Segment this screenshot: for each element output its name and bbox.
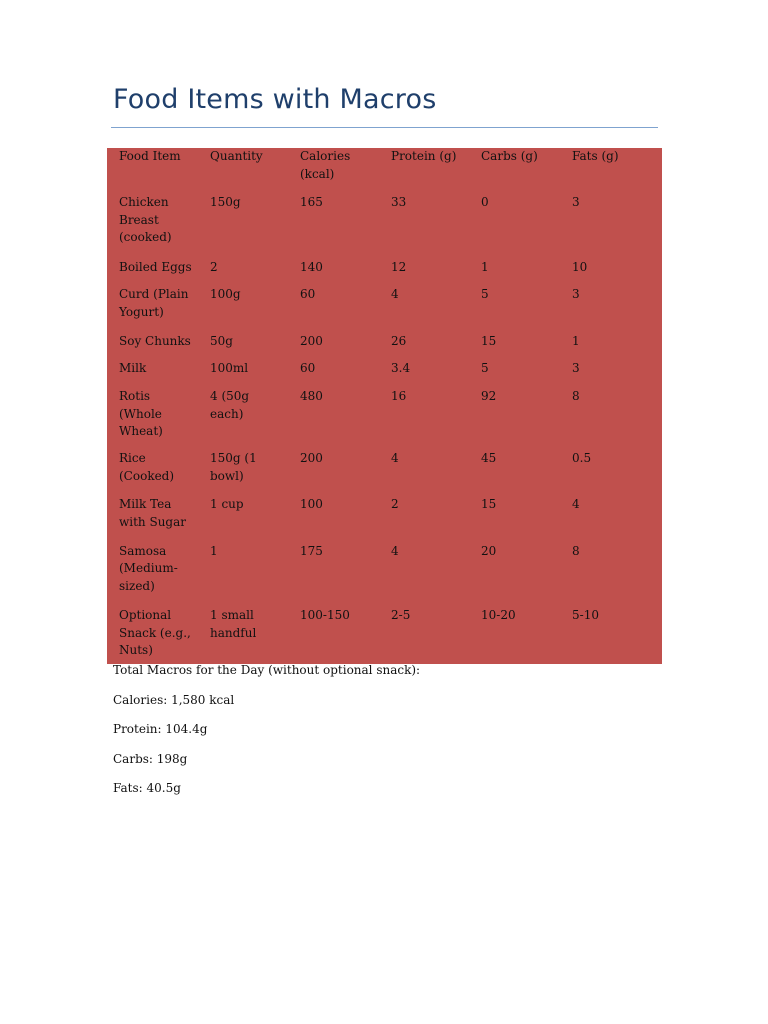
cell-carbs: 0	[481, 195, 489, 209]
cell-calories: 175	[300, 543, 323, 558]
cell-fats: 1	[572, 333, 580, 348]
cell-carbs: 10-20	[481, 608, 516, 623]
header-protein: Protein (g)	[391, 149, 457, 163]
table-row	[107, 488, 662, 534]
table-row	[107, 251, 662, 279]
title-underline	[111, 127, 658, 128]
cell-calories: 165	[300, 195, 323, 209]
cell-carbs: 1	[481, 259, 489, 274]
cell-protein: 16	[391, 389, 407, 404]
cell-quantity: 150g (1 bowl)	[210, 451, 257, 483]
cell-calories: 480	[300, 389, 323, 404]
cell-calories: 60	[300, 361, 316, 376]
cell-food-item: Boiled Eggs	[119, 259, 192, 274]
cell-food-item: Milk Tea with Sugar	[119, 497, 186, 529]
cell-protein: 4	[391, 287, 399, 302]
cell-fats: 8	[572, 389, 580, 404]
page-title: Food Items with Macros	[113, 84, 437, 115]
table-row	[107, 325, 662, 353]
cell-carbs: 20	[481, 543, 497, 558]
cell-calories: 100-150	[300, 608, 350, 623]
header-fats: Fats (g)	[572, 149, 619, 163]
table-row	[107, 380, 662, 442]
cell-carbs: 45	[481, 451, 497, 466]
summary-protein: Protein: 104.4g	[113, 722, 208, 736]
cell-quantity: 1 small handful	[210, 608, 257, 640]
table-row	[107, 442, 662, 488]
cell-food-item: Milk	[119, 361, 147, 376]
table-header-row	[107, 148, 662, 186]
cell-protein: 33	[391, 195, 407, 209]
cell-food-item: Samosa (Medium-sized)	[119, 543, 178, 593]
cell-quantity: 50g	[210, 333, 233, 348]
cell-food-item: Soy Chunks	[119, 333, 191, 348]
cell-fats: 4	[572, 497, 580, 512]
cell-fats: 3	[572, 195, 580, 209]
macro-summary	[113, 662, 420, 810]
cell-protein: 4	[391, 451, 399, 466]
cell-calories: 200	[300, 451, 323, 466]
cell-carbs: 5	[481, 287, 489, 302]
cell-carbs: 15	[481, 497, 497, 512]
table-row	[107, 535, 662, 600]
cell-quantity: 1 cup	[210, 497, 244, 512]
summary-calories: Calories: 1,580 kcal	[113, 692, 235, 707]
cell-quantity: 1	[210, 543, 218, 558]
cell-fats: 8	[572, 543, 580, 558]
cell-protein: 2-5	[391, 608, 411, 623]
cell-calories: 100	[300, 497, 323, 512]
cell-protein: 12	[391, 259, 407, 274]
cell-food-item: Chicken Breast (cooked)	[119, 195, 172, 244]
cell-carbs: 5	[481, 361, 489, 376]
summary-fats: Fats: 40.5g	[113, 781, 181, 795]
header-carbs: Carbs (g)	[481, 149, 538, 163]
header-food-item: Food Item	[119, 149, 181, 163]
summary-heading: Total Macros for the Day (without optional snack):	[113, 663, 421, 677]
table-row	[107, 352, 662, 380]
table-row	[107, 278, 662, 324]
cell-quantity: 100ml	[210, 361, 249, 376]
cell-food-item: Rice (Cooked)	[119, 451, 175, 483]
cell-fats: 0.5	[572, 451, 592, 466]
header-quantity: Quantity	[210, 149, 263, 163]
cell-protein: 4	[391, 543, 399, 558]
summary-carbs: Carbs: 198g	[113, 751, 188, 766]
cell-fats: 10	[572, 259, 588, 274]
cell-calories: 140	[300, 259, 323, 274]
cell-protein: 2	[391, 497, 399, 512]
macro-table	[107, 148, 662, 664]
header-calories: Calories (kcal)	[300, 149, 351, 181]
cell-food-item: Optional Snack (e.g., Nuts)	[119, 608, 191, 658]
cell-fats: 3	[572, 287, 580, 302]
cell-quantity: 100g	[210, 287, 241, 302]
cell-fats: 3	[572, 361, 580, 376]
cell-protein: 26	[391, 333, 407, 348]
cell-quantity: 4 (50g each)	[210, 389, 250, 421]
cell-food-item: Curd (Plain Yogurt)	[119, 287, 189, 319]
cell-calories: 200	[300, 333, 323, 348]
cell-protein: 3.4	[391, 361, 411, 376]
table-row	[107, 186, 662, 251]
cell-food-item: Rotis (Whole Wheat)	[119, 389, 163, 439]
cell-carbs: 15	[481, 333, 497, 348]
cell-carbs: 92	[481, 389, 497, 404]
cell-quantity: 2	[210, 259, 218, 274]
cell-fats: 5-10	[572, 608, 599, 623]
cell-quantity: 150g	[210, 195, 241, 209]
table-row	[107, 599, 662, 664]
cell-calories: 60	[300, 287, 316, 302]
